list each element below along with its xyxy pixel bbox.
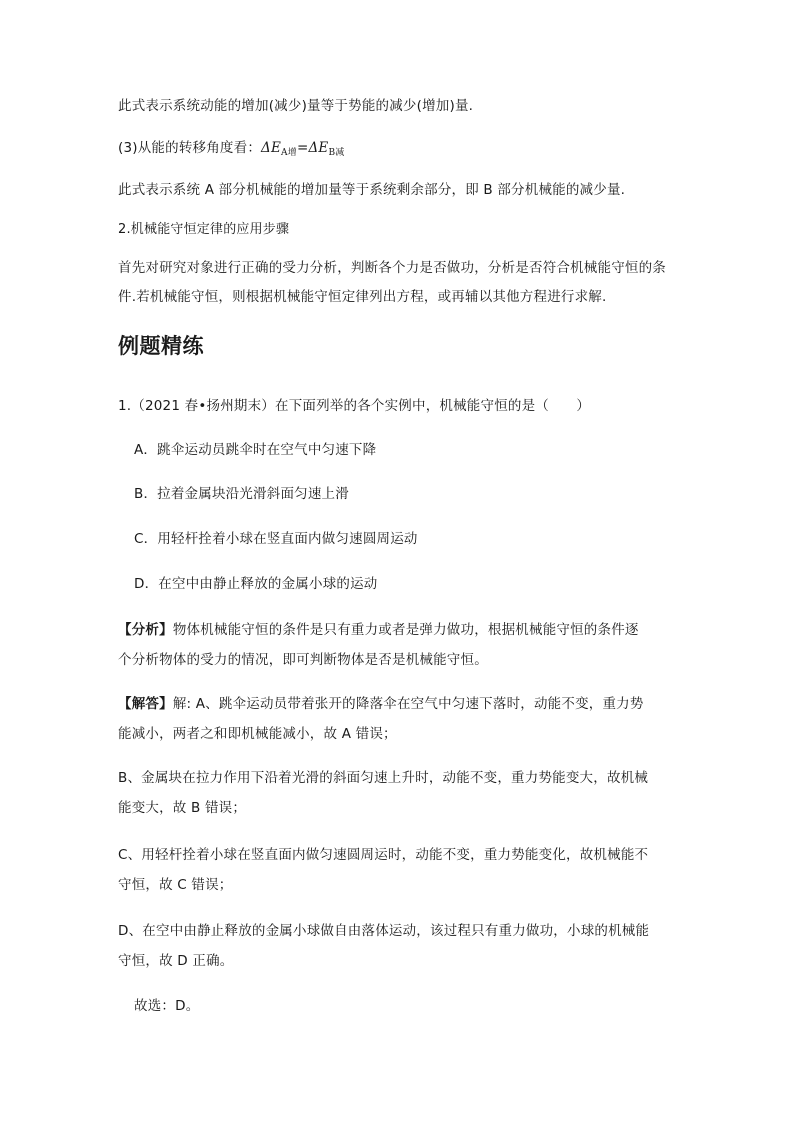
solution-line-c1: C、用轻杆拴着小球在竖直面内做匀速圆周运时，动能不变，重力势能变化，故机械能不	[118, 847, 649, 863]
solution-line-a2: 能减小，两者之和即机械能减小，故 A 错误；	[118, 726, 397, 742]
intro-line-2	[118, 138, 345, 163]
solution-line-d2: 守恒，故 D 正确。	[118, 953, 234, 969]
option-b: B．拉着金属块沿光滑斜面匀速上滑	[134, 486, 349, 502]
option-a: A．跳伞运动员跳伞时在空气中匀速下降	[134, 442, 377, 458]
energy-formula: $\Delta E_{A增}=\Delta E_{B减}$	[261, 140, 345, 158]
intro-line-4: 2.机械能守恒定律的应用步骤	[118, 222, 290, 237]
section-title: 例题精练	[118, 334, 204, 358]
solution-line-c2: 守恒，故 C 错误；	[118, 877, 233, 893]
analysis-line-2: 个分析物体的受力的情况，即可判断物体是否是机械能守恒。	[118, 652, 488, 668]
option-d: D．在空中由静止释放的金属小球的运动	[134, 576, 378, 592]
analysis-line-1: 【分析】物体机械能守恒的条件是只有重力或者是弹力做功，根据机械能守恒的条件逐	[118, 622, 639, 638]
option-c: C．用轻杆拴着小球在竖直面内做匀速圆周运动	[134, 531, 418, 547]
energy-transfer-label: (3)从能的转移角度看：	[118, 140, 262, 156]
solution-line-a1: 【解答】解: A、跳伞运动员带着张开的降落伞在空气中匀速下落时，动能不变，重力势	[118, 696, 644, 712]
solution-conclusion: 故选：D。	[134, 998, 200, 1014]
solution-tag: 【解答】	[118, 696, 173, 712]
solution-line-d1: D、在空中由静止释放的金属小球做自由落体运动，该过程只有重力做功，小球的机械能	[118, 923, 650, 939]
question-stem: 1.（2021 春•扬州期末）在下面列举的各个实例中，机械能守恒的是（ ）	[118, 398, 591, 414]
intro-line-3: 此式表示系统 A 部分机械能的增加量等于系统剩余部分，即 B 部分机械能的减少量.	[118, 182, 626, 198]
intro-line-6: 件.若机械能守恒，则根据机械能守恒定律列出方程，或再辅以其他方程进行求解.	[118, 289, 607, 305]
solution-line-b2: 能变大，故 B 错误；	[118, 800, 247, 816]
solution-line-b1: B、金属块在拉力作用下沿着光滑的斜面匀速上升时，动能不变，重力势能变大，故机械	[118, 770, 649, 786]
intro-line-1: 此式表示系统动能的增加(减少)量等于势能的减少(增加)量.	[118, 98, 474, 114]
intro-line-5: 首先对研究对象进行正确的受力分析，判断各个力是否做功，分析是否符合机械能守恒的条	[118, 260, 666, 276]
analysis-tag: 【分析】	[118, 622, 173, 638]
